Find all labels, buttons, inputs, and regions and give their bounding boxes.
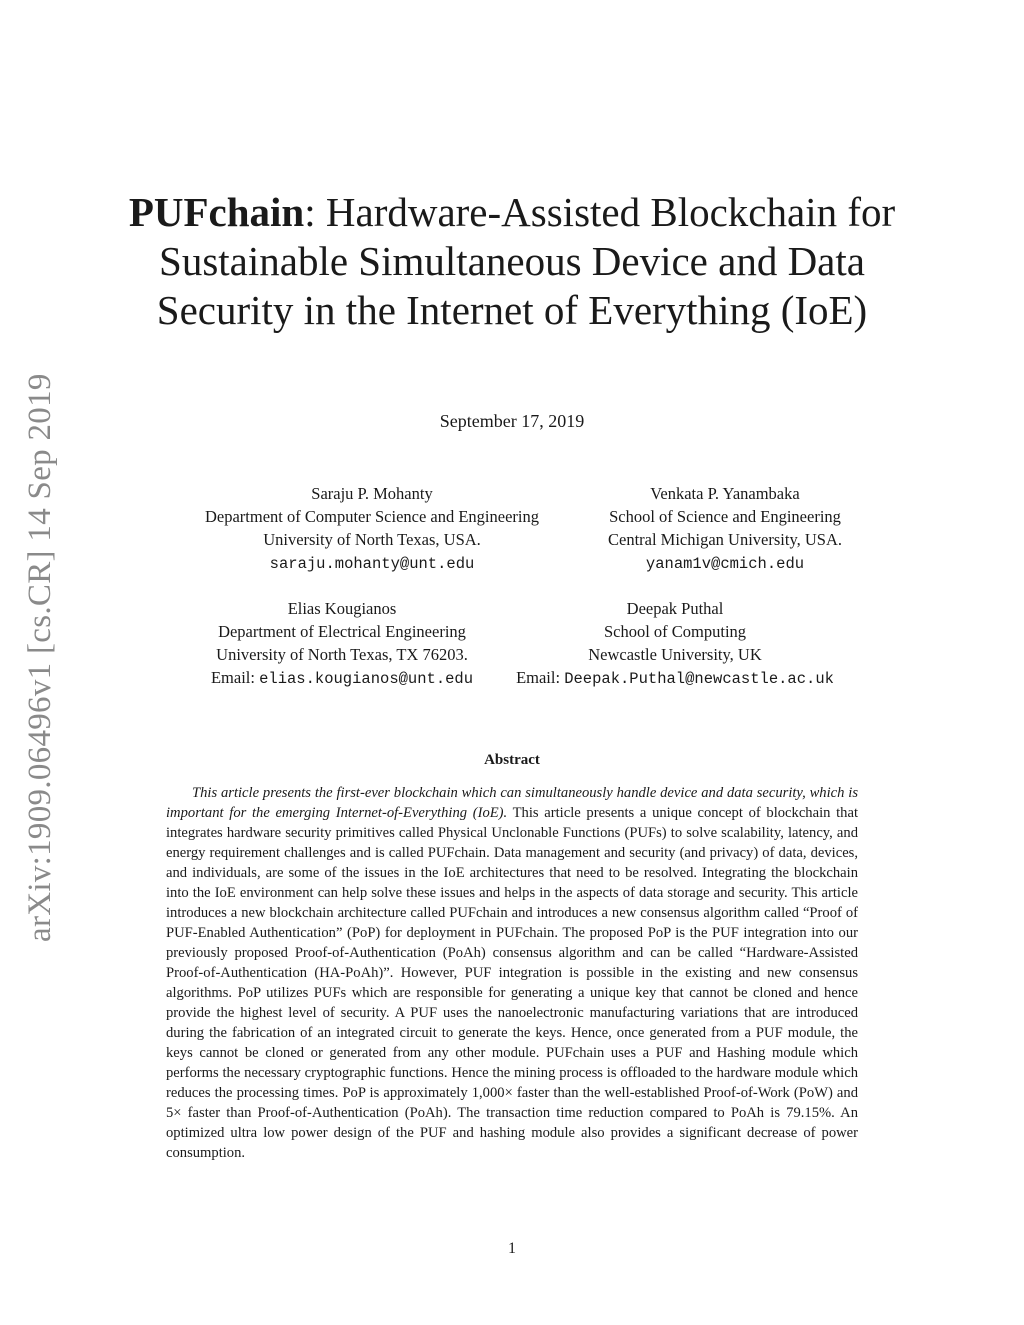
- author-email: Deepak.Puthal@newcastle.ac.uk: [564, 670, 834, 688]
- arxiv-identifier-stamp: arXiv:1909.06496v1 [cs.CR] 14 Sep 2019: [22, 373, 58, 942]
- abstract-heading: Abstract: [484, 752, 540, 768]
- title-bold-part: PUFchain: [128, 189, 305, 235]
- author-email: saraju.mohanty@unt.edu: [269, 555, 475, 573]
- author-name: Venkata P. Yanambaka: [650, 484, 800, 503]
- author-affiliation: University of North Texas, USA.: [263, 530, 481, 549]
- abstract-text: This article presents a unique concept of blockchain that integrates hardware security primitives called Physical Unclonable Functions (PUFs) to solve scalability, latency, and energy requirement challenges and is called PUFchain. Data management and security (and privacy) of data, devices, and individuals, are some of the issues in the IoE architectures that need to be resolved. Integrating the blockchain into the IoE environment can help solve these issues and helps in the aspects of data storage and security. This article introduces a new blockchain architecture called PUFchain and introduces a new consensus algorithm called “Proof of PUF-Enabled Authentication” (PoP) for deployment in PUFchain. The proposed PoP is the PUF integration into our previously proposed Proof-of-Authentication (PoAh) consensus algorithm and can be called “Hardware-Assisted Proof-of-Authentication (HA-PoAh)”. However, PUF integration is possible in the existing and new consensus algorithms. PoP utilizes PUFs which are responsible for generating a unique key that cannot be cloned and hence provide the highest level of security. A PUF uses the nanoelectronic manufacturing variations that are introduced during the fabrication of an integrated circuit to generate the keys. Hence, once generated from a PUF module, the keys cannot be cloned or generated from any other module. PUFchain uses a PUF and Hashing module which performs the necessary cryptographic functions. Hence the mining process is offloaded to the hardware module which reduces the processing times. PoP is approximately 1,000× faster than the well-established Proof-of-Work (PoW) and 5× faster than Proof-of-Authentication (PoAh). The transaction time reduction compared to PoAh is 79.15%. An optimized ultra low power design of the PUF and hashing module also provides a significant decrease of power consumption.: [166, 805, 859, 1161]
- author-affiliation: Central Michigan University, USA.: [607, 530, 843, 549]
- author-email: yanam1v@cmich.edu: [645, 555, 805, 573]
- author-name: Elias Kougianos: [287, 599, 397, 618]
- author-department: Department of Computer Science and Engineering: [204, 507, 539, 526]
- author-department: School of Science and Engineering: [609, 507, 841, 526]
- author-affiliation: University of North Texas, TX 76203.: [216, 645, 468, 664]
- paper-date: September 17, 2019: [439, 411, 585, 431]
- author-email-line: [162, 551, 582, 576]
- title-rest: : Hardware-Assisted Blockchain for Sustainable Simultaneous Device and Data Security in the Internet of Everything (IoE): [156, 189, 896, 333]
- paper-title: [100, 188, 924, 335]
- author-email-prefix: Email:: [210, 668, 260, 687]
- author-block: [475, 597, 875, 691]
- abstract-italic-intro: This article presents the first-ever blockchain which can simultaneously handle device and data security, which is important for the emerging Internet-of-Everything (IoE).: [166, 785, 858, 821]
- author-block: [520, 482, 930, 576]
- author-name: Deepak Puthal: [626, 599, 724, 618]
- author-name: Saraju P. Mohanty: [311, 484, 433, 503]
- author-email-line: [475, 666, 875, 691]
- abstract-body: [166, 783, 858, 1163]
- author-block: [162, 482, 582, 576]
- author-department: Department of Electrical Engineering: [218, 622, 466, 641]
- author-email: elias.kougianos@unt.edu: [259, 670, 474, 688]
- author-affiliation: Newcastle University, UK: [588, 645, 762, 664]
- page-number: 1: [508, 1240, 516, 1257]
- author-email-line: [520, 551, 930, 576]
- author-department: School of Computing: [603, 622, 747, 641]
- author-email-prefix: Email:: [516, 668, 565, 687]
